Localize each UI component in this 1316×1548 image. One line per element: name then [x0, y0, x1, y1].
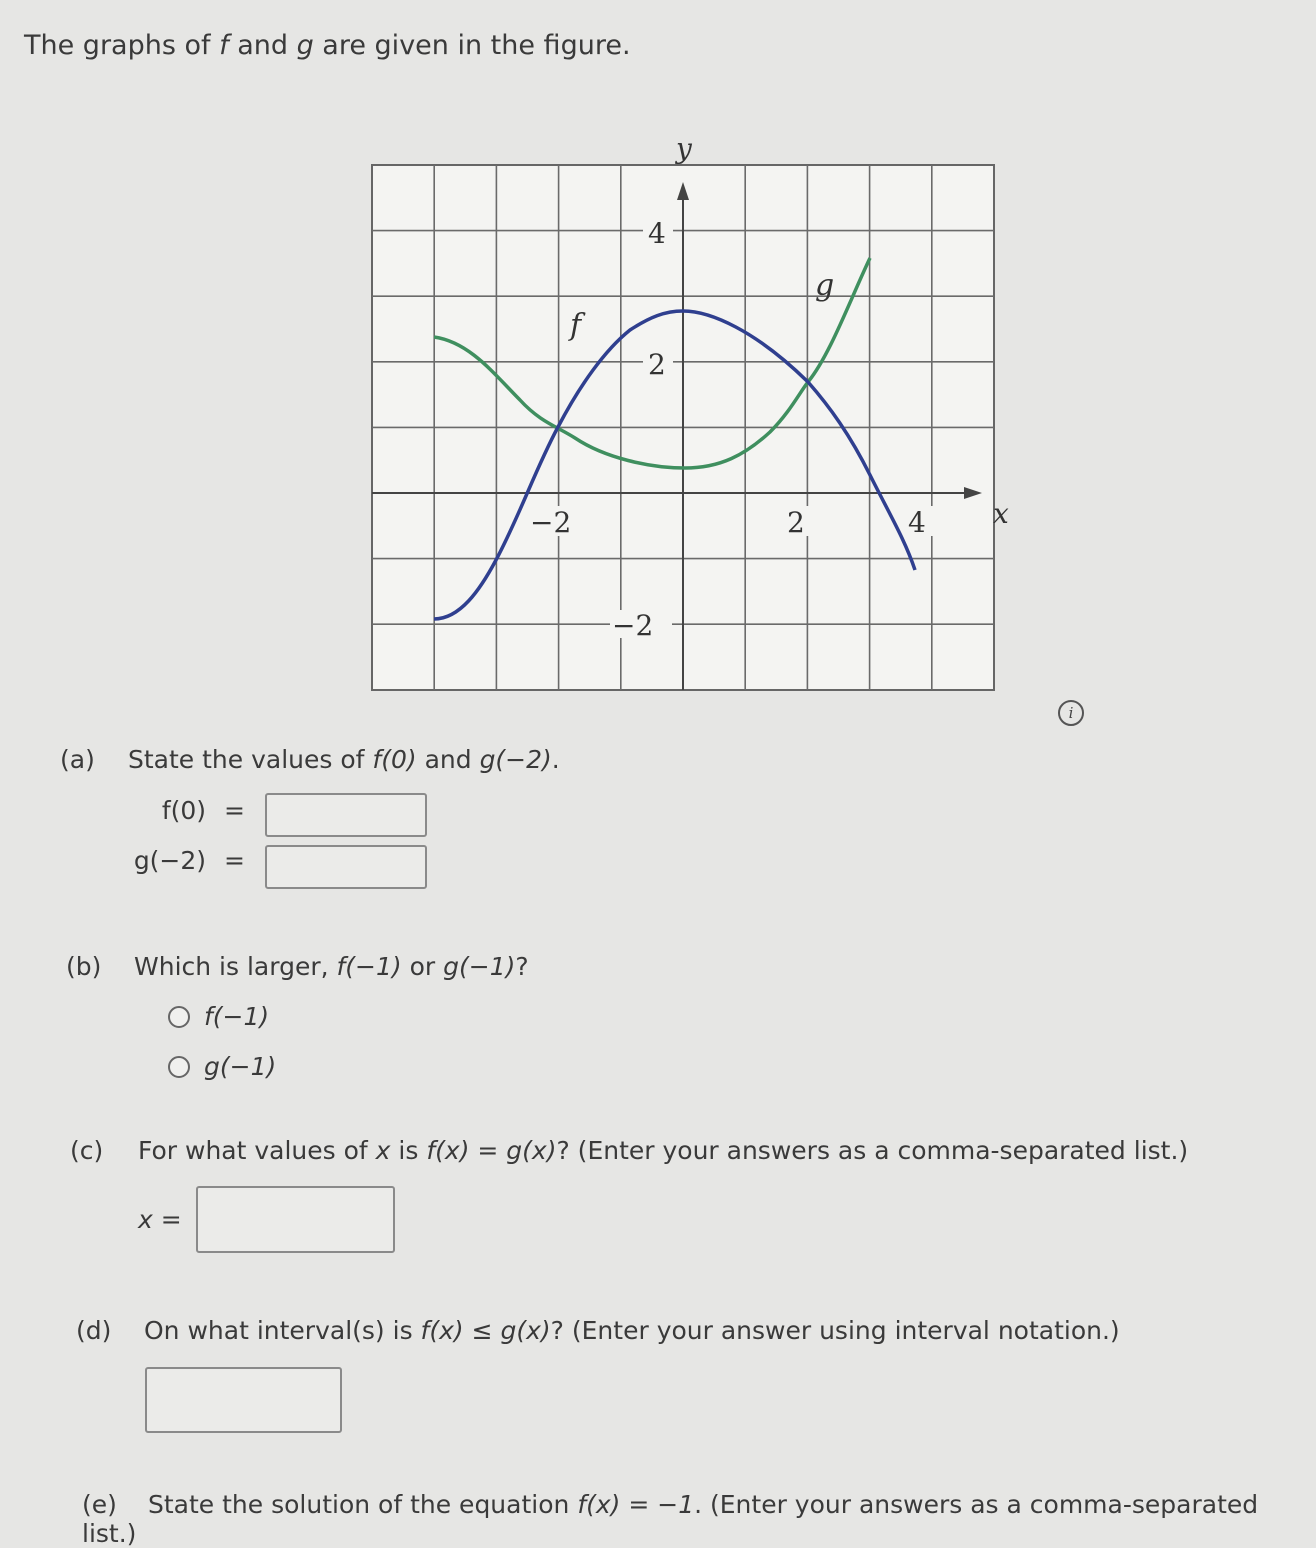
- graph-svg: [360, 130, 1020, 700]
- part-c-answer-label: [138, 1205, 182, 1234]
- part-a-question: [60, 745, 560, 774]
- part-b-label: (b): [66, 952, 102, 981]
- part-d-question: [76, 1316, 1120, 1345]
- radio-button[interactable]: [168, 1056, 190, 1078]
- part-a-row1: [120, 796, 245, 825]
- problem-intro: [24, 30, 631, 61]
- y-tick-2: 2: [648, 348, 666, 381]
- x-tick-neg2: −2: [530, 506, 572, 539]
- math-expr: f(x) = g(x): [426, 1136, 557, 1165]
- f-symbol: f: [219, 30, 229, 61]
- math-expr: f(−1): [336, 952, 402, 981]
- math-expr: f(x) = −1: [577, 1490, 695, 1519]
- math-expr: f(x) ≤ g(x): [420, 1316, 551, 1345]
- g-neg2-answer-input[interactable]: [265, 845, 427, 889]
- g-neg2-label: g(−2): [133, 846, 207, 875]
- part-e-question: [82, 1490, 1316, 1548]
- f-curve-label: f: [570, 308, 582, 343]
- part-b-question: [66, 952, 529, 981]
- graph-figure: [360, 130, 1020, 700]
- part-d-answer-input[interactable]: [145, 1367, 342, 1433]
- x-equals-label: x =: [138, 1205, 182, 1234]
- math-expr: g(−2): [479, 745, 552, 774]
- y-tick-4: 4: [648, 217, 666, 250]
- question-text: ? (Enter your answer using interval notation.): [550, 1316, 1120, 1345]
- question-text: On what interval(s) is: [144, 1316, 421, 1345]
- intro-text: and: [228, 30, 297, 61]
- f0-answer-input[interactable]: [265, 793, 427, 837]
- math-var: x: [375, 1136, 391, 1165]
- part-c-label: (c): [70, 1136, 104, 1165]
- intro-text: The graphs of: [24, 30, 220, 61]
- x-axis-label: x: [993, 497, 1009, 530]
- question-text: State the values of: [128, 745, 373, 774]
- y-axis-label: y: [676, 132, 692, 165]
- option-f-neg1[interactable]: [168, 1002, 269, 1031]
- part-a-row2: [120, 846, 245, 875]
- option-label: g(−1): [204, 1052, 277, 1081]
- math-expr: f(0): [372, 745, 417, 774]
- part-d-label: (d): [76, 1316, 112, 1345]
- option-g-neg1[interactable]: [168, 1052, 276, 1081]
- math-expr: g(−1): [443, 952, 516, 981]
- question-text: For what values of: [138, 1136, 376, 1165]
- x-tick-2: 2: [787, 506, 805, 539]
- option-label: f(−1): [204, 1002, 270, 1031]
- info-icon[interactable]: i: [1058, 700, 1084, 726]
- radio-button[interactable]: [168, 1006, 190, 1028]
- question-text: State the solution of the equation: [148, 1490, 578, 1519]
- question-text: and: [416, 745, 480, 774]
- equals-sign: =: [224, 796, 245, 825]
- part-c-question: [70, 1136, 1188, 1165]
- question-text: is: [390, 1136, 427, 1165]
- question-text: ? (Enter your answers as a comma-separated list.): [556, 1136, 1189, 1165]
- part-c-answer-input[interactable]: [196, 1186, 395, 1253]
- question-text: ?: [515, 952, 529, 981]
- intro-text: are given in the figure.: [313, 30, 631, 61]
- g-symbol: g: [296, 30, 314, 61]
- question-text: Which is larger,: [134, 952, 337, 981]
- f0-label: f(0): [161, 796, 207, 825]
- question-text: .: [551, 745, 560, 774]
- part-a-label: (a): [60, 745, 95, 774]
- equals-sign: =: [224, 846, 245, 875]
- part-e-label: (e): [82, 1490, 117, 1519]
- y-tick-neg2: −2: [612, 609, 654, 642]
- g-curve-label: g: [815, 268, 835, 303]
- x-tick-4: 4: [908, 506, 926, 539]
- question-text: . (Enter your answers as a comma-separated list.): [82, 1490, 1259, 1548]
- question-text: or: [401, 952, 444, 981]
